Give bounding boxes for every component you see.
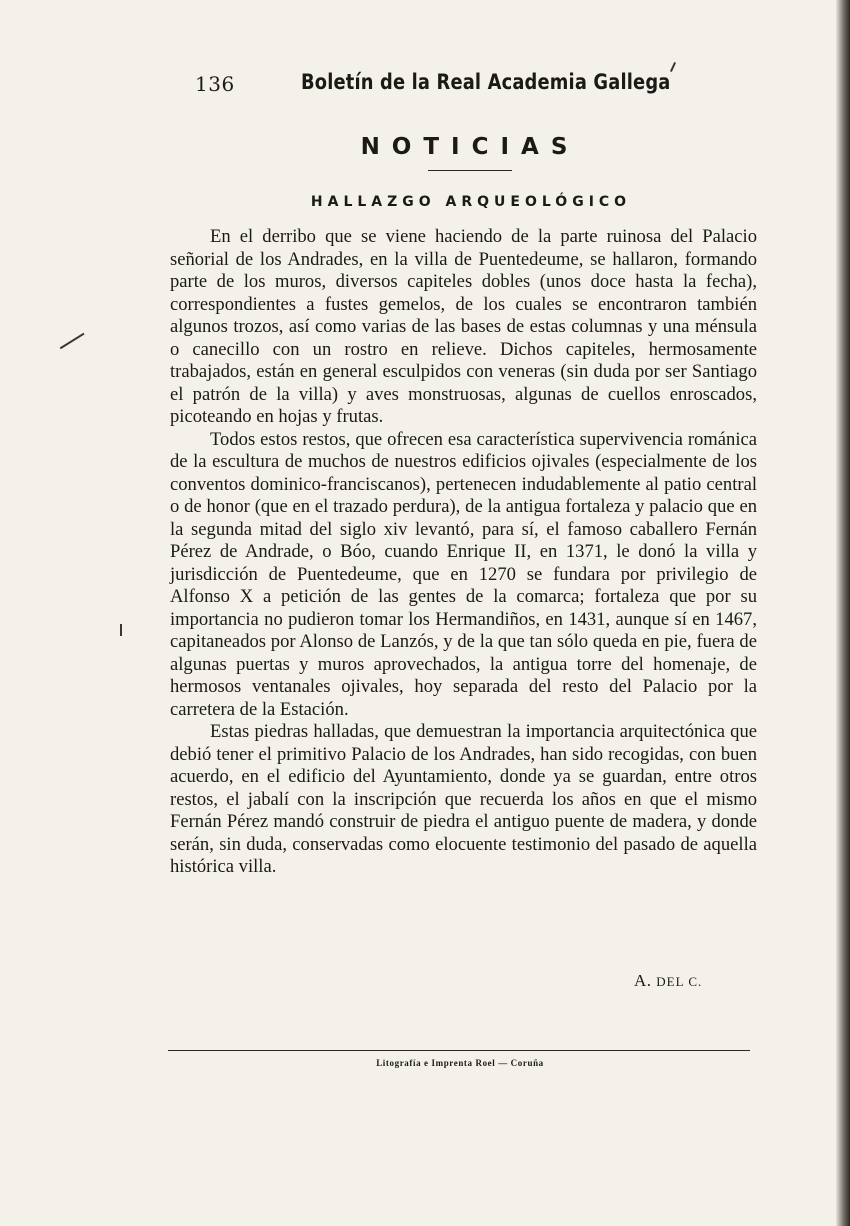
paragraph-3: Estas piedras halladas, que demuestran la importancia arquitectónica que debió tener el primitivo Palacio de los Andrades, han sido recogidas, con buen acuerdo, en el edificio del Ayuntamiento, donde ya se guardan, entre otros restos, el jabalí con la inscripción que recuerda los años en que el mismo Fernán Pérez mandó construir de piedra el antiguo puente de madera, y donde serán, sin duda, conservadas como elocuente testimonio del pasado de aquella histórica villa. — [170, 721, 757, 877]
author-signature — [634, 971, 702, 991]
running-title: Boletín de la Real Academia Gallega — [301, 70, 671, 94]
signature-rest: DEL C. — [656, 974, 703, 989]
page-edge-shadow — [836, 0, 850, 1226]
paragraph-2: Todos estos restos, que ofrecen esa característica supervivencia románica de la escultura de muchos de nuestros edificios ojivales (especialmente de los conventos dominico-franciscanos), pertenecen indudablemente al patio central o de honor (que en el trazado perdura), de la antigua fortaleza y palacio que en la segunda mitad del siglo xiv levantó, para sí, el famoso caballero Fernán Pérez de Andrade, o Bóo, cuando Enrique II, en 1371, le donó la villa y jurisdicción de Puentedeume, que en 1270 se fundara por privilegio de Alfonso X a petición de las gentes de la comarca; fortaleza que por su importancia no pudieron tomar los Hermandiños, en 1431, aunque sí en 1467, capitaneados por Alonso de Lanzós, y de la que tan sólo queda en pie, fuera de algunas puertas y muros aprovechados, la antigua torre del homenaje, de hermosos ventanales ojivales, hoy separada del resto del Palacio por la carretera de la Estación. — [170, 428, 757, 720]
stray-corner-mark — [670, 62, 676, 72]
footer-divider — [168, 1050, 750, 1051]
title-divider — [428, 170, 512, 171]
section-title: NOTICIAS — [360, 134, 580, 160]
paragraph-1: En el derribo que se viene haciendo de la parte ruinosa del Palacio señorial de los Andrades, en la villa de Puentedeume, se hallaron, formando parte de los muros, diversos capiteles dobles (unos doce hasta la fecha), correspondientes a fustes gemelos, de los cuales se encontraron también algunos trozos, así como varias de las bases de estas columnas y una ménsula o canecillo con un rostro en relieve. Dichos capiteles, hermosamente trabajados, están en general esculpidos con veneras (sin duda por ser Santiago el patrón de la villa) y aves monstruosas, algunas de cuellos enroscados, picoteando en hojas y frutas. — [170, 226, 757, 427]
page-header — [195, 68, 671, 102]
stray-tick-mark — [120, 624, 122, 636]
printer-colophon: Litografía e Imprenta Roel — Coruña — [376, 1058, 544, 1068]
signature-initial: A. — [634, 971, 652, 990]
page-number: 136 — [195, 72, 235, 96]
article-subtitle: HALLAZGO ARQUEOLÓGICO — [310, 194, 632, 210]
article-body — [170, 226, 757, 879]
stray-pen-mark — [60, 333, 85, 349]
